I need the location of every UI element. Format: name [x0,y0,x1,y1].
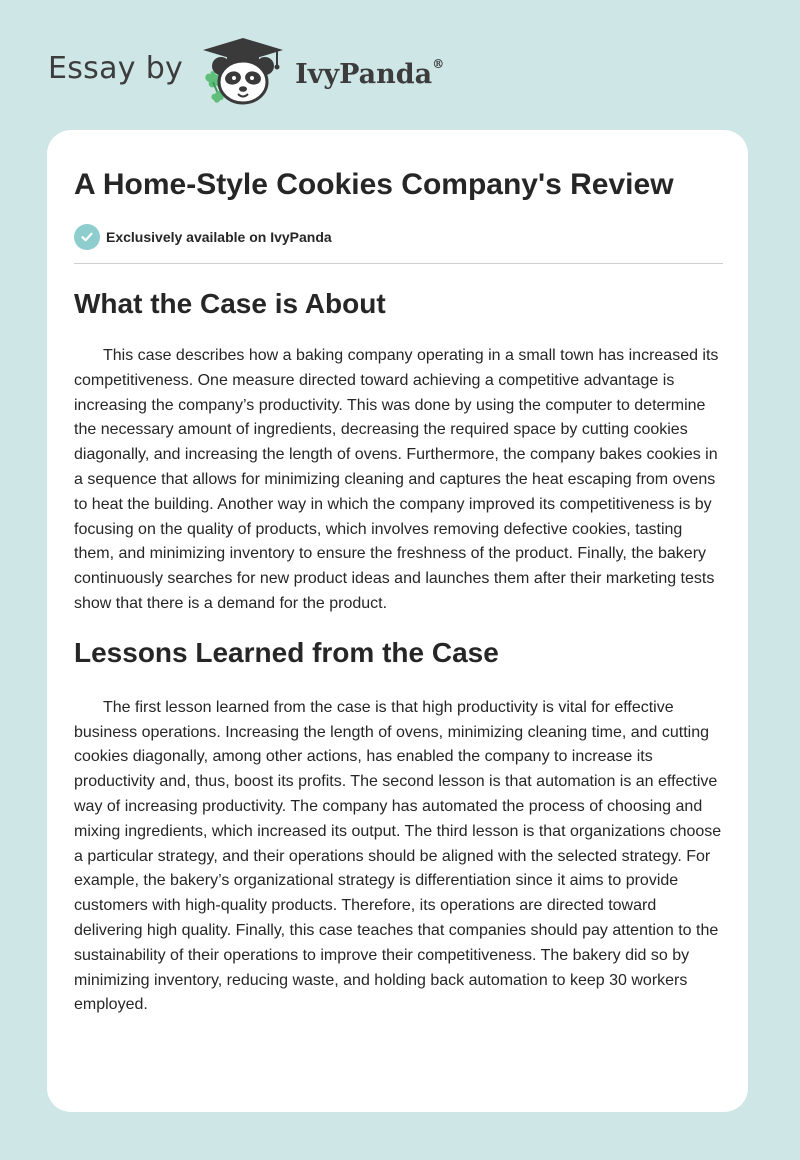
title-divider [74,263,723,264]
section-heading-about: What the Case is About [74,288,386,319]
article-content [74,164,724,1018]
exclusive-label: Exclusively available on IvyPanda [106,229,332,245]
section-paragraph-lessons: The first lesson learned from the case is that high productivity is vital for effective business operations. Increasing the length of ovens, minimizing cleaning time, and cutting cookies diagonally, among other actions, has enabled the company to increase its productivity and, thus, boost its profits. The second lesson is that automation is an effective way of increasing productivity. The company has automated the process of choosing and mixing ingredients, which increased its output. The third lesson is that organizations choose a particular strategy, and their operations should be aligned with the selected strategy. For example, the bakery’s organizational strategy is differentiation since it aims to provide customers with high-quality products. Therefore, its operations are directed toward delivering high quality. Finally, this case teaches that companies should pay attention to the sustainability of their operations to improve their competitiveness. The bakery did so by minimizing inventory, reducing waste, and holding back automation to keep 30 workers employed. [74,698,722,1014]
registered-mark: ® [432,56,445,71]
section-heading-lessons: Lessons Learned from the Case [74,636,499,668]
exclusive-badge [74,224,724,250]
section-paragraph-about: This case describes how a baking company operating in a small town has increased its competitiveness. One measure directed toward achieving a competitive advantage is increasing the company’s productivity. This was done by using the computer to determine the necessary amount of ingredients, decreasing the required space by cutting cookies diagonally, and increasing the length of ovens. Furthermore, the company bakes cookies in a sequence that allows for minimizing cleaning and captures the heat escaping from ovens to heat the building. Another way in which the company improved its competitiveness is by focusing on the quality of products, which involves removing defective cookies, tasting them, and minimizing inventory to ensure the freshness of the product. Finally, the bakery continuously searches for new product ideas and launches them after their marketing tests show that there is a demand for the product. [74,347,719,612]
check-circle-icon [74,224,100,250]
brand-prefix: Essay by [48,50,184,86]
ivypanda-logo[interactable] [197,36,444,108]
panda-graduate-icon [197,36,289,108]
site-brand[interactable] [48,36,444,108]
article-title: A Home-Style Cookies Company's Review [74,168,674,201]
article-card [47,130,748,1112]
brand-name: IvyPanda® [295,56,445,90]
